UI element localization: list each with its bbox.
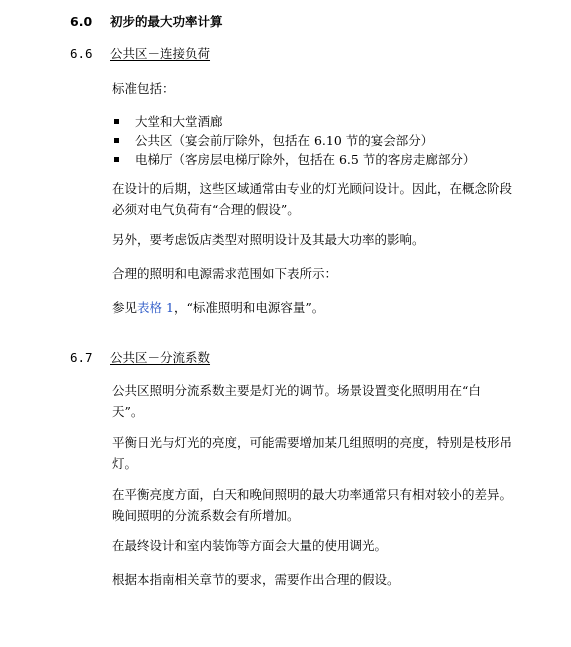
paragraph-reference xyxy=(112,297,512,318)
list-item-text: 大堂和大堂酒廊 xyxy=(135,114,223,129)
section-title: 初步的最大功率计算 xyxy=(110,14,223,29)
paragraph: 根据本指南相关章节的要求，需要作出合理的假设。 xyxy=(112,572,400,587)
paragraph: 合理的照明和电源需求范围如下表所示： xyxy=(112,266,338,281)
paragraph: 公共区照明分流系数主要是灯光的调节。场景设置变化照明用在“白天”。 xyxy=(112,383,481,419)
bullet-list xyxy=(112,112,475,169)
bullet-icon xyxy=(114,119,119,124)
section-heading xyxy=(70,12,223,30)
reference-prefix: 参见 xyxy=(112,300,138,315)
subsection-number: 6.6 xyxy=(70,46,93,61)
subsection-number: 6.7 xyxy=(70,350,93,365)
list-item xyxy=(112,131,475,150)
subsection-title: 公共区－分流系数 xyxy=(110,350,211,365)
paragraph-intro: 标准包括： xyxy=(112,81,175,96)
list-item-text: 公共区（宴会前厅除外，包括在 6.10 节的宴会部分） xyxy=(135,133,434,148)
paragraph: 平衡日光与灯光的亮度，可能需要增加某几组照明的亮度，特别是枝形吊灯。 xyxy=(112,435,513,471)
section-number: 6.0 xyxy=(70,14,93,29)
table-reference-link[interactable]: 表格 1 xyxy=(137,300,174,315)
list-item xyxy=(112,112,475,131)
list-item xyxy=(112,150,475,169)
list-item-text: 电梯厅（客房层电梯厅除外，包括在 6.5 节的客房走廊部分） xyxy=(135,152,476,167)
subsection-heading-6-6 xyxy=(70,44,210,62)
bullet-icon xyxy=(114,157,119,162)
paragraph: 在平衡亮度方面，白天和晚间照明的最大功率通常只有相对较小的差异。晚间照明的分流系数会有所增加。 xyxy=(112,487,513,523)
subsection-title: 公共区－连接负荷 xyxy=(110,46,211,61)
bullet-icon xyxy=(114,138,119,143)
paragraph: 在设计的后期，这些区域通常由专业的灯光顾问设计。因此，在概念阶段必须对电气负荷有“合理的假设”。 xyxy=(112,181,513,217)
paragraph: 在最终设计和室内装饰等方面会大量的使用调光。 xyxy=(112,538,388,553)
subsection-heading-6-7 xyxy=(70,348,210,366)
paragraph: 另外，要考虑饭店类型对照明设计及其最大功率的影响。 xyxy=(112,232,425,247)
reference-suffix: ，“标准照明和电源容量”。 xyxy=(173,300,325,315)
